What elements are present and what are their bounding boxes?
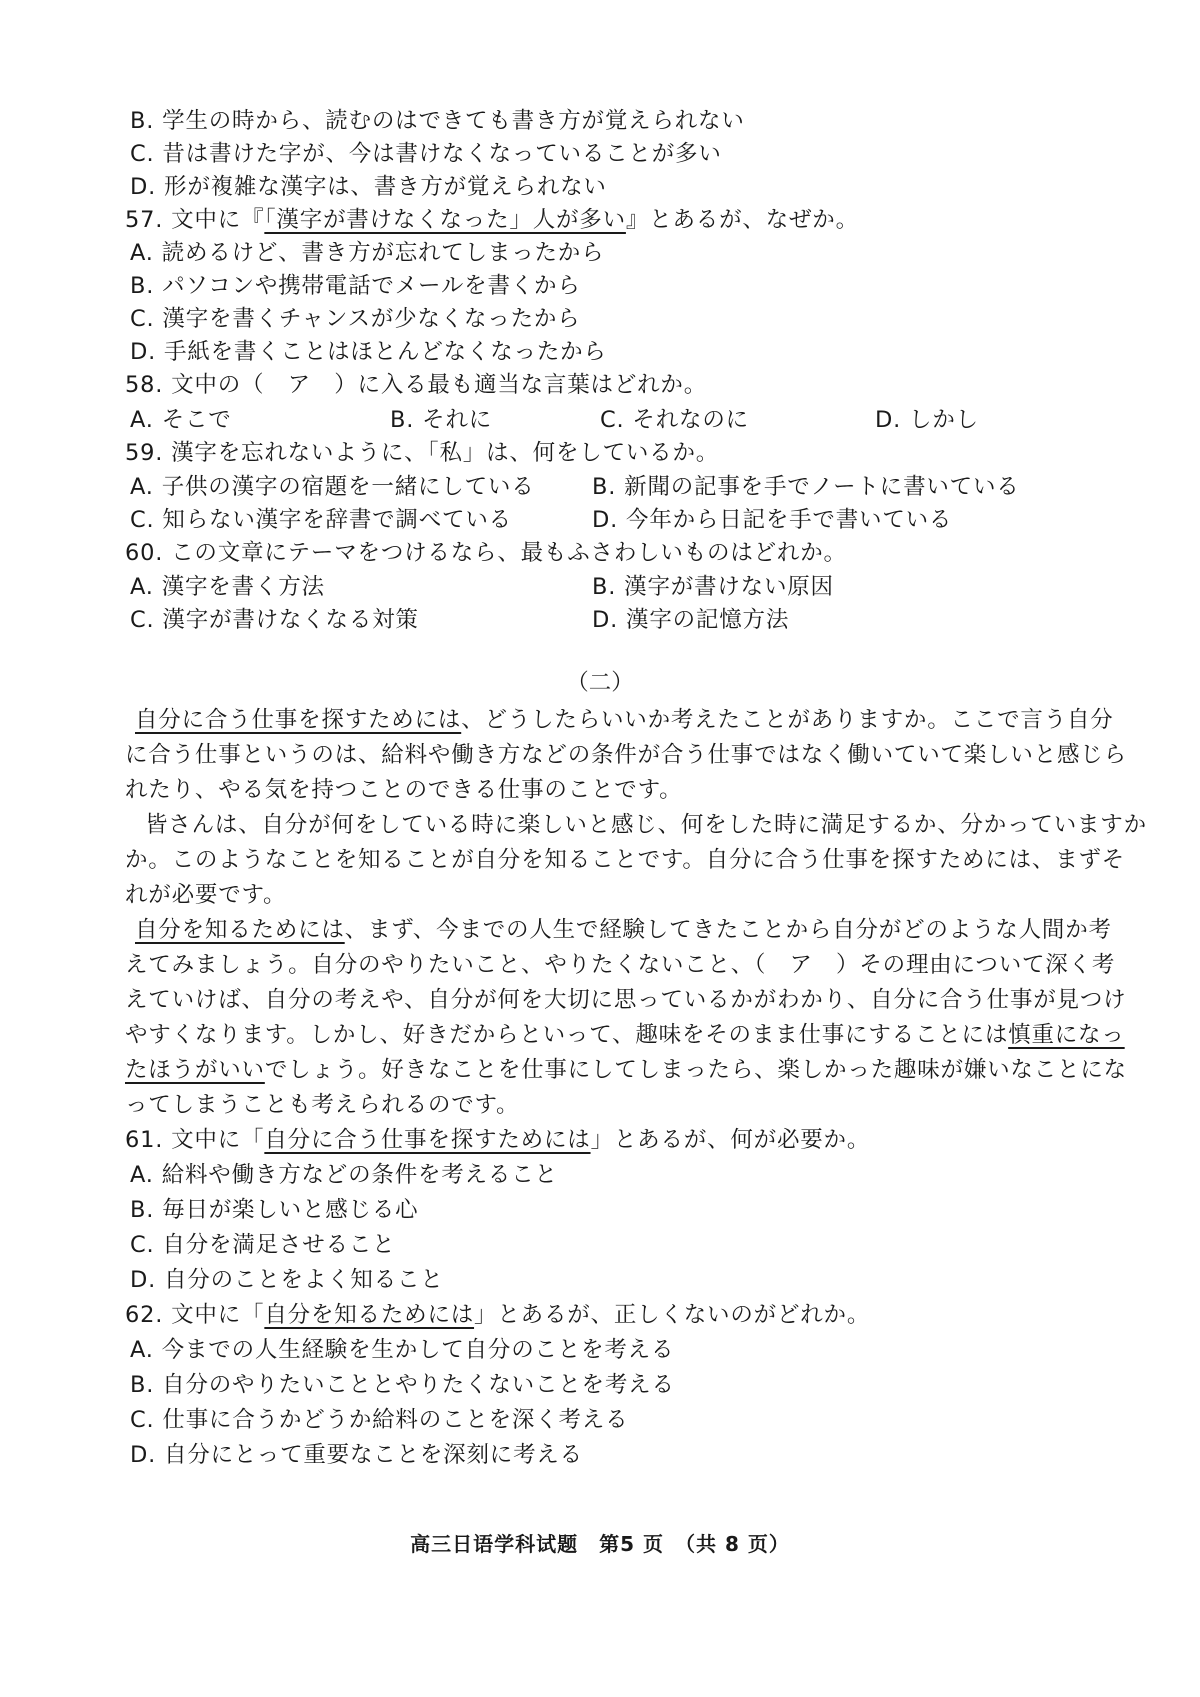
passage-p3-line5	[125, 1055, 1127, 1085]
passage-p2-line2: か。このようなことを知ることが自分を知ることです。自分に合う仕事を探すためには、まずそ	[125, 847, 1126, 873]
q62-option-c: C. 仕事に合うかどうか給料のことを深く考える	[130, 1407, 629, 1433]
q56-option-d: D. 形が複雑な漢字は、書き方が覚えられない	[130, 174, 607, 200]
page-footer: 高三日语学科试题 第5 页 （共 8 页）	[410, 1532, 790, 1556]
q57-stem-post: 』とあるが、なぜか。	[625, 207, 859, 233]
passage-p1-line2: に合う仕事というのは、給料や働き方などの条件が合う仕事ではなく働いていて楽しいと感じら	[125, 742, 1127, 768]
passage-underline-2: 自分を知るためには	[135, 917, 345, 943]
q61-option-c: C. 自分を満足させること	[130, 1232, 396, 1258]
q61-option-d: D. 自分のことをよく知ること	[130, 1267, 444, 1293]
passage-underline-1: 自分に合う仕事を探すためには	[135, 707, 462, 733]
q62-stem	[125, 1300, 870, 1330]
q60-option-d: D. 漢字の記憶方法	[592, 607, 790, 633]
q58-option-a: A. そこで	[130, 407, 232, 433]
passage-p3-line4-text: やすくなります。しかし、好きだからといって、趣味をそのまま仕事にすることには	[125, 1022, 1009, 1048]
q57-stem	[125, 205, 859, 235]
q62-option-b: B. 自分のやりたいこととやりたくないことを考える	[130, 1372, 675, 1398]
q62-stem-pre: 62. 文中に「	[125, 1302, 265, 1328]
q57-option-d: D. 手紙を書くことはほとんどなくなったから	[130, 339, 607, 365]
q60-option-b: B. 漢字が書けない原因	[592, 574, 834, 600]
q57-option-a: A. 読めるけど、書き方が忘れてしまったから	[130, 240, 605, 266]
q57-stem-underlined: 「漢字が書けなくなった」人が多い	[264, 207, 626, 233]
q58-stem: 58. 文中の（ ア ）に入る最も適当な言葉はどれか。	[125, 372, 708, 398]
section-title: （二）	[566, 670, 634, 696]
q61-stem-post: 」とあるが、何が必要か。	[590, 1127, 871, 1153]
passage-p1-line3: れたり、やる気を持つことのできる仕事のことです。	[125, 777, 683, 803]
q61-stem-underlined: 自分に合う仕事を探すためには	[264, 1127, 591, 1153]
q57-option-b: B. パソコンや携帯電話でメールを書くから	[130, 273, 581, 299]
q58-option-d: D. しかし	[875, 407, 979, 433]
passage-p1-line1	[135, 705, 1114, 735]
q59-option-c: C. 知らない漢字を辞書で調べている	[130, 507, 512, 533]
passage-underline-3b: たほうがいい	[125, 1057, 265, 1083]
q59-option-b: B. 新聞の記事を手でノートに書いている	[592, 474, 1020, 500]
q57-option-c: C. 漢字を書くチャンスが少なくなったから	[130, 306, 581, 332]
q58-option-b: B. それに	[390, 407, 493, 433]
passage-p3-line5-rest: でしょう。好きなことを仕事にしてしまったら、楽しかった趣味が嫌いなことにな	[264, 1057, 1127, 1083]
passage-p2-line3: れが必要です。	[125, 882, 287, 908]
q62-option-d: D. 自分にとって重要なことを深刻に考える	[130, 1442, 583, 1468]
q62-stem-underlined: 自分を知るためには	[264, 1302, 475, 1328]
q61-option-a: A. 給料や働き方などの条件を考えること	[130, 1162, 558, 1188]
passage-p3-line2: えてみましょう。自分のやりたいこと、やりたくないこと、（ ア ）その理由について深く考	[125, 952, 1116, 978]
passage-p2-line1: 皆さんは、自分が何をしている時に楽しいと感じ、何をした時に満足するか、分かっていますか	[145, 812, 1147, 838]
q60-stem: 60. この文章にテーマをつけるなら、最もふさわしいものはどれか。	[125, 540, 847, 566]
q59-stem: 59. 漢字を忘れないように、「私」は、何をしているか。	[125, 440, 720, 466]
passage-p3-line6: ってしまうことも考えられるのです。	[125, 1092, 520, 1118]
q56-option-b: B. 学生の時から、読むのはできても書き方が覚えられない	[130, 108, 745, 134]
q61-stem-pre: 61. 文中に「	[125, 1127, 265, 1153]
q57-stem-pre: 57. 文中に『	[125, 207, 265, 233]
q59-option-a: A. 子供の漢字の宿題を一緒にしている	[130, 474, 535, 500]
passage-p1-line1-rest: 、どうしたらいいか考えたことがありますか。ここで言う自分	[461, 707, 1114, 733]
q61-option-b: B. 毎日が楽しいと感じる心	[130, 1197, 419, 1223]
q60-option-c: C. 漢字が書けなくなる対策	[130, 607, 419, 633]
q61-stem	[125, 1125, 870, 1155]
q58-option-c: C. それなのに	[600, 407, 749, 433]
passage-p3-line3: えていけば、自分の考えや、自分が何を大切に思っているかがわかり、自分に合う仕事が見つけ	[125, 987, 1127, 1013]
passage-p3-line1-rest: 、まず、今までの人生で経験してきたことから自分がどのような人間か考	[344, 917, 1112, 943]
q56-option-c: C. 昔は書けた字が、今は書けなくなっていることが多い	[130, 141, 722, 167]
passage-underline-3a: 慎重になっ	[1008, 1022, 1125, 1048]
passage-p3-line4	[125, 1020, 1125, 1050]
q62-option-a: A. 今までの人生経験を生かして自分のことを考える	[130, 1337, 675, 1363]
passage-p3-line1	[135, 915, 1112, 945]
q60-option-a: A. 漢字を書く方法	[130, 574, 325, 600]
q59-option-d: D. 今年から日記を手で書いている	[592, 507, 953, 533]
q62-stem-post: 」とあるが、正しくないのがどれか。	[474, 1302, 871, 1328]
